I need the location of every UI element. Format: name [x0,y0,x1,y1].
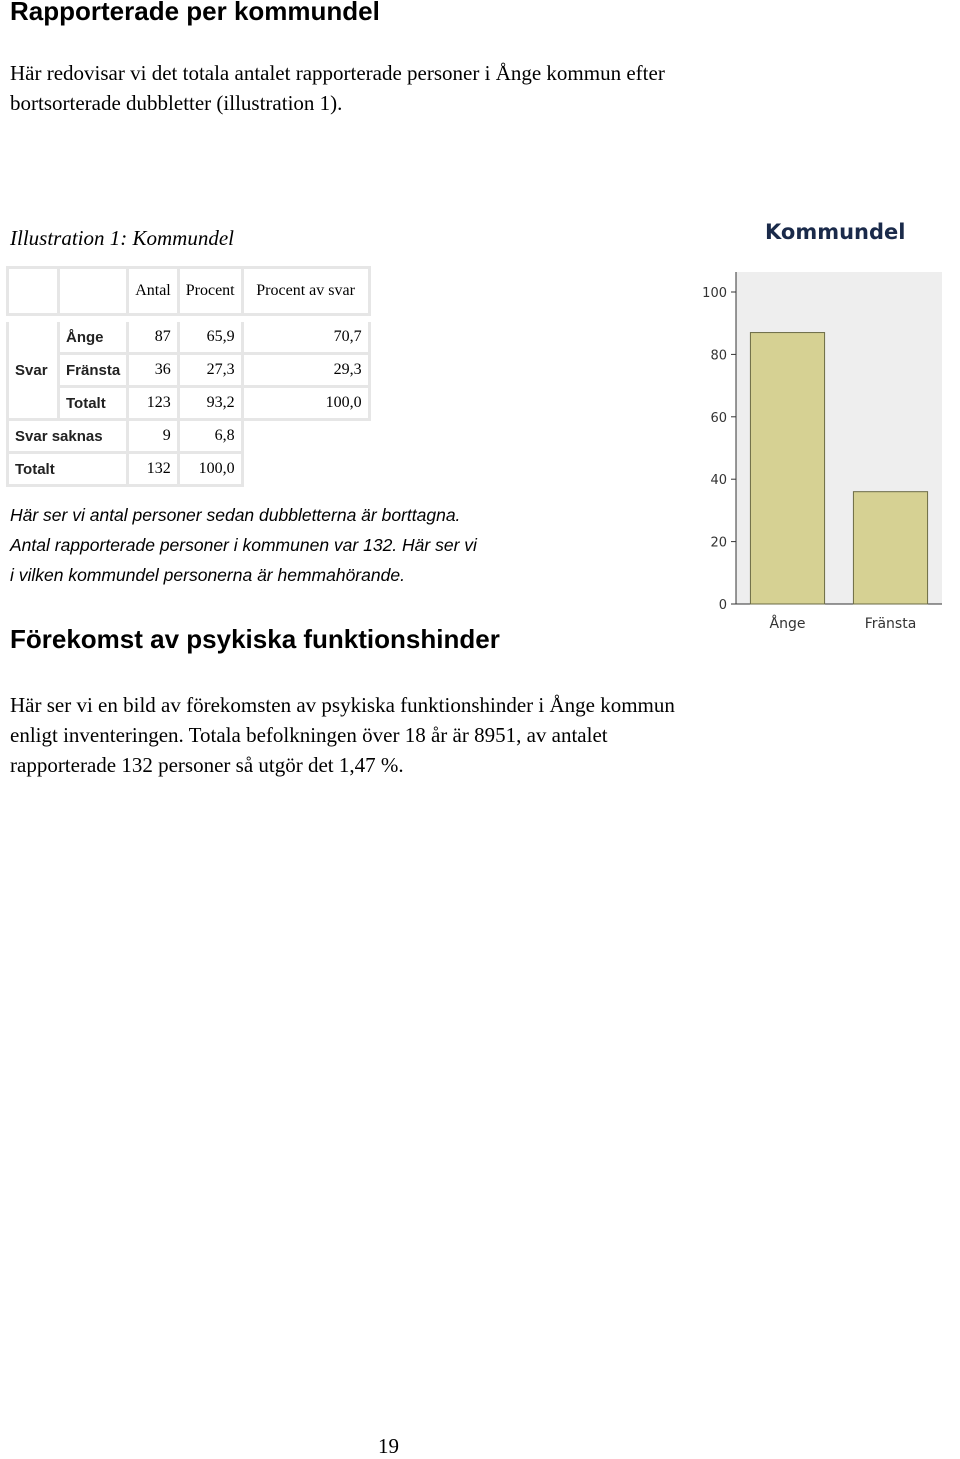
row-label: Fränsta [60,355,129,388]
table-row [6,454,371,487]
cell-antal: 36 [129,355,180,388]
table-row [6,355,371,388]
table-note [10,500,477,590]
cell-procent-av-svar: 29,3 [244,355,371,388]
cell-antal: 9 [129,421,180,454]
bar-2 [853,492,927,604]
page-number: 19 [378,1434,399,1458]
y-tick-label: 100 [702,286,727,301]
column-header-procent-av-svar: Procent av svar [244,266,371,316]
cell-procent: 100,0 [180,454,244,487]
table-note-line-1: Här ser vi antal personer sedan dubbletterna är borttagna. [10,505,461,525]
empty-cell [244,454,371,487]
table-row [6,322,371,355]
row-label: Totalt [60,388,129,421]
chart-title: Kommundel [765,220,906,244]
cell-procent: 27,3 [180,355,244,388]
table-note-line-2: Antal rapporterade personer i kommunen var 132. Här ser vi [10,535,477,555]
table-row [6,388,371,421]
intro-line-1: Här redovisar vi det totala antalet rapporterade personer i Ånge kommun efter [10,61,665,85]
table-header-row [6,266,371,316]
body-line-1: Här ser vi en bild av förekomsten av psykiska funktionshinder i Ånge kommun [10,693,675,717]
frequency-table [6,266,371,487]
y-tick-label: 80 [710,348,727,364]
body-line-3: rapporterade 132 personer så utgör det 1,47 %. [10,753,404,777]
bar-1 [750,333,824,604]
cell-procent: 6,8 [180,421,244,454]
body-line-2: enligt inventeringen. Totala befolkningen över 18 år är 8951, av antalet [10,723,608,747]
row-label: Ånge [60,322,129,355]
empty-cell [244,421,371,454]
cell-procent: 93,2 [180,388,244,421]
cell-procent-av-svar: 70,7 [244,322,371,355]
intro-line-2: bortsorterade dubbletter (illustration 1). [10,91,343,115]
cell-antal: 123 [129,388,180,421]
x-tick-label: Ånge [769,616,806,632]
row-group-label: Svar [6,322,60,421]
y-tick-label: 0 [718,598,727,613]
page-heading: Rapporterade per kommundel [10,0,380,26]
y-tick-label: 60 [710,410,727,426]
cell-procent-av-svar: 100,0 [244,388,371,421]
bar-chart [690,258,950,638]
y-tick-label: 20 [710,535,727,551]
column-header-antal: Antal [129,266,180,316]
y-tick-label: 40 [710,473,727,489]
section-heading: Förekomst av psykiska funktionshinder [10,624,500,654]
row-label-svar-saknas: Svar saknas [6,421,129,454]
cell-antal: 132 [129,454,180,487]
column-header-procent: Procent [180,266,244,316]
table-row [6,421,371,454]
table-note-line-3: i vilken kommundel personerna är hemmahörande. [10,565,405,585]
x-tick-label: Fränsta [864,616,917,632]
header-empty-cell [60,266,129,316]
header-empty-cell [6,266,60,316]
row-label-totalt: Totalt [6,454,129,487]
cell-procent: 65,9 [180,322,244,355]
cell-antal: 87 [129,322,180,355]
illustration-caption: Illustration 1: Kommundel [10,226,234,250]
